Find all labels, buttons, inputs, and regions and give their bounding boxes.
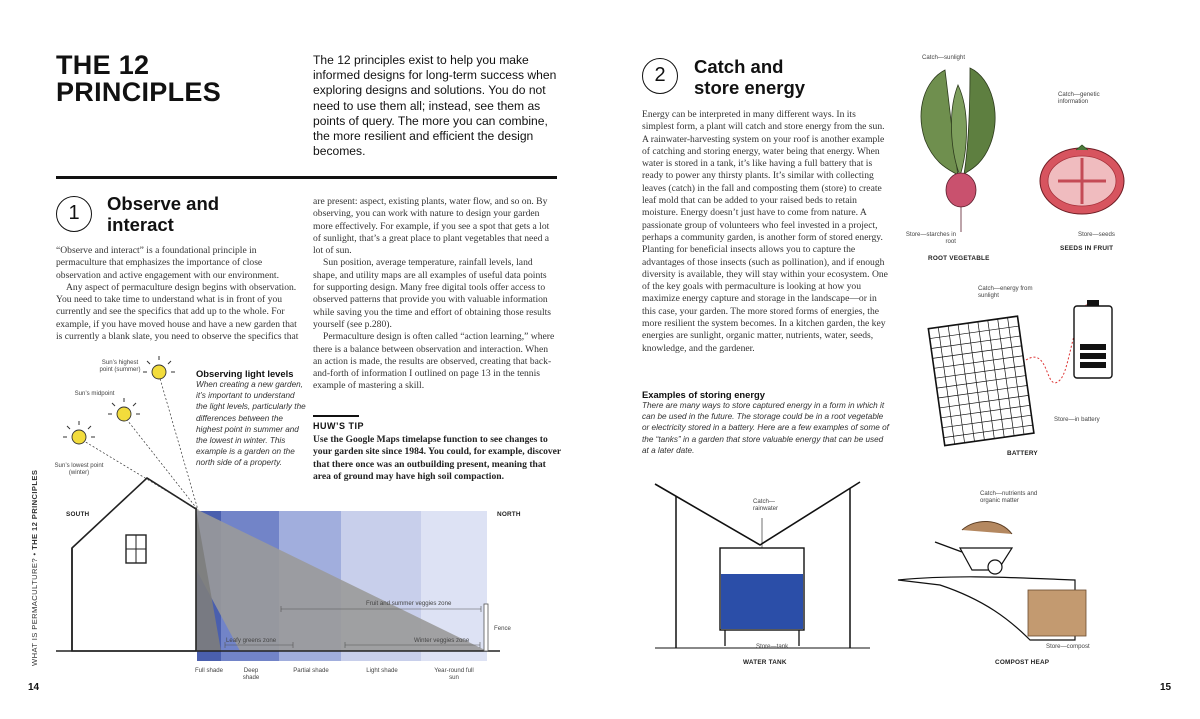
compost-store-label: Store—compost (1046, 643, 1090, 650)
running-head-part: WHAT IS PERMACULTURE? (30, 558, 39, 666)
sun-low-label: Sun’s lowest point (winter) (54, 462, 104, 477)
winter-zone-label: Winter veggies zone (414, 637, 470, 644)
examples-text: There are many ways to store captured energy in a form in which it can be used in the future. The storage could be in a root vegetable or electricity stored in a battery. Here are a few examples of some of the “tanks” in a garden that store valuable energy that can be used at a later date. (642, 401, 889, 455)
body-paragraph: “Observe and interact” is a foundational principle in permaculture that emphasizes the importance of close observation and active engagement with our environment. (56, 245, 279, 281)
tank-title: WATER TANK (743, 659, 787, 666)
compost-illustration (898, 521, 1086, 640)
fruit-catch-label: Catch—genetic information (1058, 91, 1100, 106)
running-head-separator: • (30, 552, 39, 556)
root-catch-label: Catch—sunlight (922, 54, 966, 61)
tip-text: Use the Google Maps timelapse function to see changes to your garden site since 1984. You could, for example, discover that there once was an outbuilding present, meaning that area of ground may have high soil compaction. (313, 434, 562, 482)
light-shade-label: Light shade (366, 667, 398, 674)
partial-shade-label: Partial shade (293, 667, 329, 674)
battery-catch-label: Catch—energy from sunlight (978, 285, 1033, 300)
north-label: NORTH (497, 511, 521, 518)
root-title: ROOT VEGETABLE (928, 255, 990, 262)
solar-panel (928, 316, 1034, 445)
battery-illustration (928, 300, 1112, 446)
fence-label: Fence (494, 625, 511, 632)
running-head-part: THE 12 PRINCIPLES (30, 469, 39, 550)
body-paragraph: Sun position, average temperature, rainfall levels, land shape, and utility maps are all examples of useful data points for supporting design. Many free digital tools offer access to observed patterns that provide you with valuable information while saving you the time and effort of obtaining those results yourself (see p.280). (313, 257, 552, 330)
tank-catch-label: Catch— rainwater (753, 498, 779, 513)
sun-mid-label: Sun’s midpoint (74, 390, 115, 397)
tank-store-label: Store—tank (756, 643, 789, 650)
compost-catch-label: Catch—nutrients and organic matter (980, 490, 1038, 505)
full-shade-label: Full shade (194, 667, 224, 674)
fruit-illustration (1040, 145, 1124, 214)
principle-number-2: 2 (642, 58, 678, 94)
page-title: THE 12 PRINCIPLES (56, 50, 222, 107)
principle-2-heading: Catch and store energy (694, 56, 806, 98)
fruit-store-label: Store—seeds (1078, 231, 1115, 238)
wheelbarrow-wheel (988, 560, 1002, 574)
body-paragraph: are present: aspect, existing plants, water flow, and so on. By observing, you can work with nature to design your garden more effectively. For example, if you see a spot that gets a lot of sunlight, that’s a great place to plant vegetables that need a lot of sun. (313, 196, 550, 257)
diagram-caption-text: When creating a new garden, it’s important to understand the light levels, particularly the differences between the highest point in summer and the lowest in winter. This example is a garden on the north side of a property. (196, 380, 306, 468)
tank-water (721, 574, 803, 629)
leafy-zone-label: Leafy greens zone (226, 637, 277, 644)
full-sun-label: Year-round full sun (434, 667, 474, 682)
battery-title: BATTERY (1007, 450, 1038, 457)
examples-title: Examples of storing energy (642, 389, 765, 400)
compost-heap (1028, 590, 1086, 636)
south-label: SOUTH (66, 511, 90, 518)
battery-store-label: Store—in battery (1054, 416, 1100, 423)
intro-paragraph: The 12 principles exist to help you make informed designs for long-term success when exploring designs and solutions. You do not need to use them all; instead, see them as points of query. The more you can combine, the more resilient and efficient the design becomes. (313, 53, 557, 159)
body-paragraph: Permaculture design is often called “action learning,” where there is a balance between observation and interaction. When an action is made, the results are observed, creating that back-and-forth of information I outlined on page 13 in the tennis example of mastering a skill. (313, 331, 555, 392)
fruit-zone-label: Fruit and summer veggies zone (366, 600, 452, 607)
root-vegetable-illustration (921, 68, 995, 232)
deep-shade-label: Deep shade (242, 667, 260, 682)
root-store-label: Store—starches in root (905, 231, 956, 246)
tip-title: HUW’S TIP (313, 421, 364, 431)
compost-title: COMPOST HEAP (995, 659, 1050, 666)
principle-number-1: 1 (56, 196, 92, 232)
diagram-caption-title: Observing light levels (196, 368, 294, 379)
principle-1-heading: Observe and interact (107, 193, 220, 235)
principle-2-body: Energy can be interpreted in many different ways. In its simplest form, a plant will catch and store energy from the sun. A rainwater-harvesting system on your roof is another example of catching and storing energy, water being that energy. When water is stored in a tank, it’s like having a full battery that is ready to power any thirsty plants. It’s similar with collecting leaves (catch) in the fall and composting them (store) to create leaf mold that can be added to your raised beds to retain moisture. Energy doesn’t just have to come from nature. A passionate group of volunteers who feel invested in a project, perhaps a community garden, is another form of stored energy. Planting for beneficial insects allows you to capture the advantages of those insects (such as pollination), and if enough diversity is available, they will stay within your ecosystem. One of the key goals with permaculture is looking at how you maximize energy capture and storage in the landscape—or in this case, your garden. The more stored forms of energies, the more resilient the system becomes. In a kitchen garden, the key energies are sunlight, organic matter, nutrients, water, seeds, knowledge, and the gardener. (642, 109, 888, 354)
sun-high-label: Sun’s highest point (summer) (99, 359, 141, 374)
beetroot (946, 173, 976, 207)
body-paragraph: Any aspect of permaculture design begins with observation. You need to take time to understand what is in front of you currently and see the specifics that add up to the whole. For example, if you have moved house and have a new garden that is currently a blank slate, you need to observe the specifics that (56, 281, 299, 343)
fruit-title: SEEDS IN FRUIT (1060, 245, 1114, 252)
page-number-left: 14 (28, 682, 40, 693)
page-number-right: 15 (1160, 682, 1172, 693)
